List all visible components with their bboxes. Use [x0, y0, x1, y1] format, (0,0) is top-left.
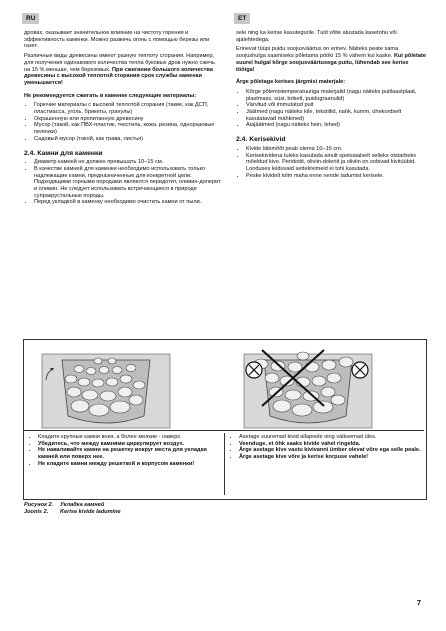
list-item: • Окрашенную или пропитанную древесину	[34, 116, 221, 123]
caption-text: Kerise kivide ladumine	[60, 509, 121, 515]
list-item: • Горючие материалы с высокой теплотой сгорания (такие, как ДСП, пластмасса, уголь, брикеты, гранулы)	[34, 102, 221, 115]
figure-caption-ru	[24, 502, 104, 509]
stove-wrong-illustration	[244, 350, 372, 428]
language-tag-et: ET	[234, 13, 250, 24]
list-item: • Не кладите камни между решеткой и корпусом каменки!	[38, 461, 220, 468]
et-not-recommended-list	[236, 89, 428, 129]
list-item: • Садовый мусор (такой, как трава, листья)	[34, 136, 221, 143]
et-figure-list	[229, 434, 421, 461]
et-intro-paragraph-2-text: Erinevat tüüpi puidu soojusväärtus on erinev. Näiteks peate sama soojushulga saamiseks põletama pööki 15 % vähem kui kaske.	[236, 46, 399, 60]
figure-divider	[24, 430, 424, 431]
ru-intro-paragraph-1: дровах, оказывает значительное влияние на чистоту горения и эффективность каменки. Можно разжечь огонь с помощью березы или газет.	[24, 30, 210, 50]
caption-label: Joonis 2.	[24, 509, 49, 515]
et-stones-list	[236, 146, 428, 180]
list-item: • В качестве камней для каменки необходимо использовать только надлежащие камни, предназначенные для конкретной цели. Подходящими горными породами являются перидотит, оливин-долерит и оливин. Не следует использовать встречающиеся в природе супракрустальные породы.	[34, 166, 221, 200]
list-item: • Jäätmed (nagu näiteks kile, tekstiilid, nahk, kumm, ühekordselt kasutatavad mähkmed)	[246, 109, 428, 122]
et-not-recommended-title: Ärge põletage kerises järgmisi materjale:	[236, 79, 346, 86]
list-item: • Kivide läbimõõt peab olema 10–15 cm.	[246, 146, 428, 153]
et-figure-instructions	[229, 434, 421, 464]
list-item: • Ärge asetage kive vastu kivivanni ümber olevat võre ega selle peale.	[239, 447, 421, 454]
list-item: • Kõrge põlemistemperatuuriga materjalid (nagu näiteks puitlaastplaat, plastmass, süsi, brikett, puidugraanulid)	[246, 89, 428, 102]
list-item: • Aiajäätmed (nagu näiteks hein, lehed)	[246, 122, 428, 129]
list-item: • Не наваливайте камни на решетку вокруг места для укладки камней или поверх нее.	[38, 447, 220, 460]
list-item: • Peske kividelt tolm maha enne nende ladumist kerisele.	[246, 173, 428, 180]
list-item: • Диаметр камней не должен превышать 10–15 см.	[34, 159, 221, 166]
list-item: • Ärge asetage kive võre ja kerise korpuse vahele!	[239, 454, 421, 461]
caption-label: Рисунок 2.	[24, 502, 54, 508]
list-item: • Кладите крупные камни вниз, а более мелкие - наверх.	[38, 434, 220, 441]
list-item: • Перед укладкой в каменку необходимо очистить камни от пыли.	[34, 199, 221, 206]
et-section-title: 2.4. Kerisekivid	[236, 136, 286, 144]
ru-intro-paragraph-2-warning: При сжигании большого количества древесины с высокой теплотой сгорания срок службы каменки уменьшается!	[24, 66, 213, 86]
ru-not-recommended-title: Не рекомендуется сжигать в каменке следующие материалы:	[24, 92, 197, 99]
figure-caption-et	[24, 509, 121, 516]
list-item: • Убедитесь, что между камнями циркулирует воздух.	[38, 441, 220, 448]
ru-not-recommended-list	[24, 102, 221, 142]
ru-figure-list	[28, 434, 220, 468]
language-tag-ru: RU	[22, 13, 39, 24]
ru-column	[24, 30, 221, 209]
list-item: • Мусор (такой, как ПВХ-пластик, текстиль, кожа, резина, одноразовые пеленки)	[34, 122, 221, 135]
stove-correct-illustration	[42, 354, 170, 428]
ru-figure-instructions	[28, 434, 220, 471]
et-intro-paragraph-1: sele ning ka kerise kasutegurile. Tuld võite alustada kasetohu või ajalehtedega.	[236, 30, 397, 43]
list-item: • Veenduge, et õhk saaks kivide vahel ringelda.	[239, 441, 421, 448]
et-intro-paragraph-2-warning: Kui põletate suurel hulgal kõrge soojusväärtusega puitu, lühendab see kerise tööiga!	[236, 53, 426, 73]
figure-column-divider	[224, 433, 225, 495]
et-column	[236, 30, 428, 182]
ru-intro-paragraph-2	[24, 53, 221, 87]
ru-intro-paragraph-2-text: Различные виды древесины имеют разную теплоту сгорания. Например, для получения одинакового количества тепла буковых дров нужно сжечь на 15 % меньше, чем березовых.	[24, 53, 215, 73]
list-item: • Asetage suuremad kivid allapoole ning väiksemad üles.	[239, 434, 421, 441]
page-number: 7	[416, 598, 421, 607]
et-intro-paragraph-2	[236, 46, 428, 73]
list-item: • Värvitud või immutatud puit	[246, 102, 428, 109]
stone-placement-illustration	[24, 340, 424, 430]
list-item: • Kerisekividena tuleks kasutada ainult spetsiaalselt selleks otstarbeks mõeldud kive. Peridotiit, oliviin-doleriit ja oliviin on sobivad kivitüübid. Looduses leiduvaid settekivimeid ei tohi kasutada.	[246, 153, 428, 173]
ru-section-title: 2.4. Камни для каменки	[24, 149, 103, 157]
ru-stones-list	[24, 159, 221, 206]
caption-text: Укладка камней	[60, 502, 105, 508]
